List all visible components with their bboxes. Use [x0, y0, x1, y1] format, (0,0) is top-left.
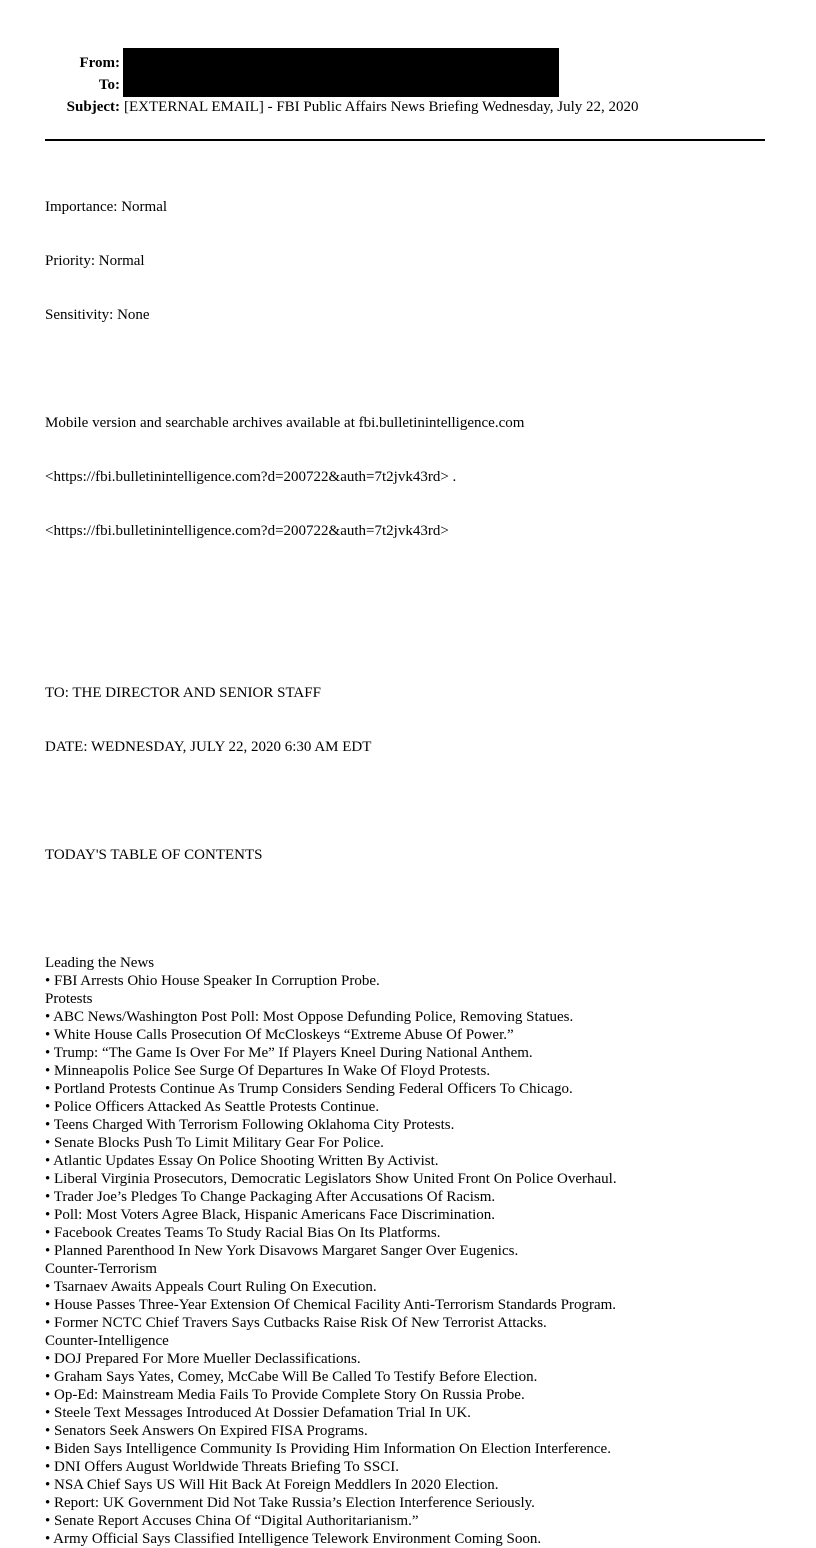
importance-line: Importance: Normal: [45, 199, 168, 215]
toc-item: • FBI Arrests Ohio House Speaker In Corruption Probe.: [45, 973, 380, 989]
toc-item: • Senate Blocks Push To Limit Military Gear For Police.: [45, 1135, 384, 1151]
toc-section-heading: Counter-Terrorism: [45, 1261, 157, 1277]
toc-item: • Senate Report Accuses China Of “Digital Authoritarianism.”: [45, 1513, 419, 1529]
toc-item: • Teens Charged With Terrorism Following Oklahoma City Protests.: [45, 1117, 455, 1133]
toc-item: • Portland Protests Continue As Trump Considers Sending Federal Officers To Chicago.: [45, 1081, 573, 1097]
toc-item: • DNI Offers August Worldwide Threats Briefing To SSCI.: [45, 1459, 399, 1475]
toc-item: • Minneapolis Police See Surge Of Departures In Wake Of Floyd Protests.: [45, 1063, 491, 1079]
sensitivity-line: Sensitivity: None: [45, 307, 150, 323]
toc-item: • Atlantic Updates Essay On Police Shooting Written By Activist.: [45, 1153, 439, 1169]
toc-section-heading: Counter-Intelligence: [45, 1333, 169, 1349]
archive-link-2[interactable]: <https://fbi.bulletinintelligence.com?d=200722&auth=7t2jvk43rd>: [45, 523, 449, 539]
toc-item: • Senators Seek Answers On Expired FISA Programs.: [45, 1423, 368, 1439]
email-body: [45, 162, 785, 1547]
toc-item: • ABC News/Washington Post Poll: Most Oppose Defunding Police, Removing Statues.: [45, 1009, 574, 1025]
toc-item: • Former NCTC Chief Travers Says Cutbacks Raise Risk Of New Terrorist Attacks.: [45, 1315, 547, 1331]
toc-section-heading: Leading the News: [45, 955, 155, 971]
toc-title: TODAY'S TABLE OF CONTENTS: [45, 847, 263, 863]
toc-item: • Planned Parenthood In New York Disavows Margaret Sanger Over Eugenics.: [45, 1243, 519, 1259]
toc-list: [45, 954, 785, 1547]
toc-item: • Police Officers Attacked As Seattle Protests Continue.: [45, 1099, 380, 1115]
toc-item: • Poll: Most Voters Agree Black, Hispanic Americans Face Discrimination.: [45, 1207, 496, 1223]
to-label: To:: [98, 77, 120, 93]
toc-item: • Biden Says Intelligence Community Is Providing Him Information On Election Interference.: [45, 1441, 611, 1457]
toc-item: • Facebook Creates Teams To Study Racial Bias On Its Platforms.: [45, 1225, 441, 1241]
toc-item: • White House Calls Prosecution Of McCloskeys “Extreme Abuse Of Power.”: [45, 1027, 514, 1043]
archive-link-1[interactable]: <https://fbi.bulletinintelligence.com?d=200722&auth=7t2jvk43rd> .: [45, 469, 457, 485]
toc-item: • Graham Says Yates, Comey, McCabe Will Be Called To Testify Before Election.: [45, 1369, 538, 1385]
toc-item: • House Passes Three-Year Extension Of Chemical Facility Anti-Terrorism Standards Program.: [45, 1297, 617, 1313]
subject-label: Subject:: [66, 99, 120, 115]
toc-item: • Steele Text Messages Introduced At Dossier Defamation Trial In UK.: [45, 1405, 471, 1421]
memo-to: TO: THE DIRECTOR AND SENIOR STAFF: [45, 685, 321, 701]
redaction-block: [123, 48, 559, 97]
memo-date: DATE: WEDNESDAY, JULY 22, 2020 6:30 AM EDT: [45, 739, 372, 755]
toc-item: • Trader Joe’s Pledges To Change Packaging After Accusations Of Racism.: [45, 1189, 496, 1205]
toc-item: • DOJ Prepared For More Mueller Declassifications.: [45, 1351, 361, 1367]
toc-item: • NSA Chief Says US Will Hit Back At Foreign Meddlers In 2020 Election.: [45, 1477, 499, 1493]
toc-item: • Trump: “The Game Is Over For Me” If Players Kneel During National Anthem.: [45, 1045, 533, 1061]
toc-section-heading: Protests: [45, 991, 93, 1007]
mobile-version-line: Mobile version and searchable archives available at fbi.bulletinintelligence.com: [45, 415, 525, 431]
from-label: From:: [79, 55, 120, 71]
toc-item: • Army Official Says Classified Intelligence Telework Environment Coming Soon.: [45, 1531, 542, 1547]
toc-item: • Op-Ed: Mainstream Media Fails To Provide Complete Story On Russia Probe.: [45, 1387, 525, 1403]
toc-item: • Liberal Virginia Prosecutors, Democratic Legislators Show United Front On Police Overhaul.: [45, 1171, 617, 1187]
toc-item: • Tsarnaev Awaits Appeals Court Ruling On Execution.: [45, 1279, 377, 1295]
toc-item: • Report: UK Government Did Not Take Russia’s Election Interference Seriously.: [45, 1495, 535, 1511]
subject-value: [EXTERNAL EMAIL] - FBI Public Affairs News Briefing Wednesday, July 22, 2020: [124, 99, 639, 115]
header-divider: [45, 139, 765, 141]
priority-line: Priority: Normal: [45, 253, 145, 269]
